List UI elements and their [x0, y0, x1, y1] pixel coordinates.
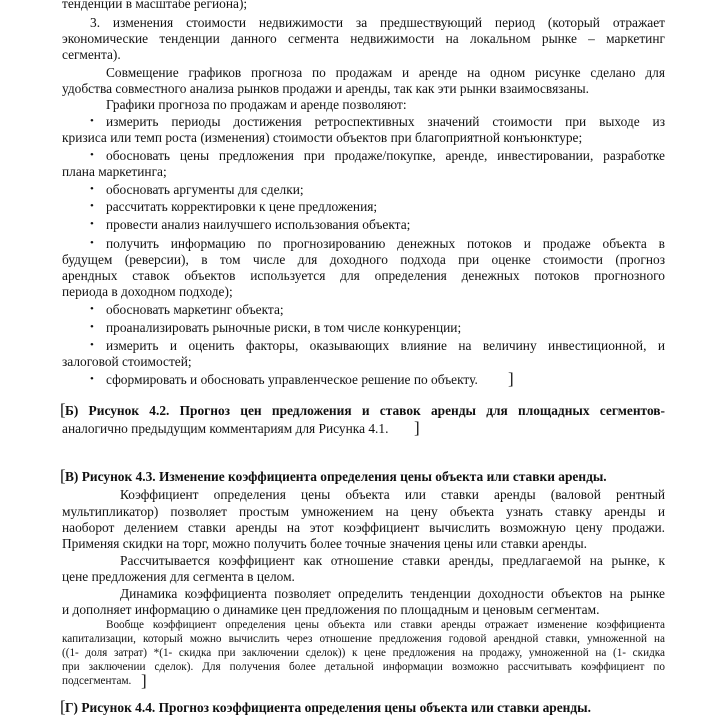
text-line: и дополняет информацию о динамике цен предложения по площадным и ценовым сегментам.	[62, 602, 600, 617]
text-line: обосновать маркетинг объекта;	[106, 302, 284, 317]
text-line: Совмещение графиков прогноза по продажам и аренде на одном рисунке сделано для	[106, 65, 665, 80]
bracket-close-mark: ]	[508, 369, 514, 388]
bullet-icon: •	[90, 339, 94, 351]
bracket-open-mark: [	[60, 400, 66, 419]
text-line: тенденции в масштабе региона);	[62, 0, 248, 11]
bullet-icon: •	[90, 200, 94, 212]
text-line: мультипликатор) позволяет простым умножением на цену объекта узнать ставку аренды и	[62, 504, 665, 519]
bracket-close-mark: ]	[414, 418, 420, 437]
text-line: проанализировать рыночные риски, в том числе конкуренции;	[106, 320, 462, 335]
bracket-close-mark: ]	[141, 671, 147, 690]
text-line: Динамика коэффициента позволяет определить тенденции доходности объектов на рынке	[120, 586, 665, 601]
bullet-icon: •	[90, 115, 94, 127]
text-line: сформировать и обосновать управленческое решение по объекту.	[106, 372, 478, 387]
bullet-icon: •	[90, 183, 94, 195]
text-line: залоговой стоимостей;	[62, 354, 192, 369]
bullet-icon: •	[90, 149, 94, 161]
text-line: удобства совместного анализа рынков продажи и аренды, так как эти рынки взаимосвязаны.	[62, 81, 589, 96]
bullet-icon: •	[90, 373, 94, 385]
text-line: кризиса или темп роста (изменения) стоимости объектов при благоприятной конъюнктуре;	[62, 130, 583, 145]
text-line: рассчитать корректировки к цене предложения;	[106, 199, 378, 214]
text-line: арендных ставок объектов используется для определения денежных потоков прогнозного	[62, 268, 665, 283]
bullet-icon: •	[90, 321, 94, 333]
figure-caption: В) Рисунок 4.3. Изменение коэффициента определения цены объекта или ставки аренды.	[65, 469, 607, 484]
bullet-icon: •	[90, 218, 94, 230]
text-line: периода в доходном подходе);	[62, 284, 233, 299]
text-line: аналогично предыдущим комментариям для Рисунка 4.1.	[62, 421, 389, 436]
text-line: Коэффициент определения цены объекта или ставки аренды (валовой рентный	[120, 487, 665, 502]
text-line: провести анализ наилучшего использования объекта;	[106, 217, 411, 232]
bracket-open-mark: [	[60, 466, 66, 485]
bullet-icon: •	[90, 303, 94, 315]
figure-caption: Б) Рисунок 4.2. Прогноз цен предложения и ставок аренды для площадных сегментов-	[65, 403, 665, 418]
footnote-line: подсегментам.	[62, 675, 132, 687]
text-line: 3. изменения стоимости недвижимости за предшествующий период (который отражает	[90, 15, 665, 30]
text-line: наоборот делением ставки аренды на этот коэффициент вычислить возможную цену продажи.	[62, 520, 665, 535]
text-line: получить информацию по прогнозированию денежных потоков и продаже объекта в	[106, 236, 665, 251]
text-line: измерить и оценить факторы, оказывающих влияние на величину инвестиционной, и	[106, 338, 665, 353]
footnote-line: Вообще коэффициент определения цены объекта или ставки аренды отражает изменение коэффициента	[106, 619, 665, 631]
footnote-line: капитализации, который можно вычислить через отношение предложения годовой арендной ставки, умноженной на	[62, 633, 665, 645]
text-line: обосновать цены предложения при продаже/покупке, аренде, инвестировании, разработке	[106, 148, 665, 163]
text-line: Рассчитывается коэффициент как отношение ставки аренды, предлагаемой на рынке, к	[120, 553, 665, 568]
bullet-icon: •	[90, 237, 94, 249]
text-line: экономические тенденции данного сегмента недвижимости на локальном рынке – маркетинг	[62, 31, 665, 46]
footnote-line: при заключении сделок). Для получения более детальной информации возможно рассчитывать коэффициент по	[62, 661, 665, 673]
text-line: обосновать аргументы для сделки;	[106, 182, 304, 197]
footnote-line: ((1- доля затрат) *(1- скидка при заключении сделок)) к цене предложения на продажу, умноженной на (1- скидка	[62, 647, 665, 659]
bracket-open-mark: [	[60, 697, 66, 716]
text-line: цене предложения для сегмента в целом.	[62, 569, 295, 584]
text-line: плана маркетинга;	[62, 164, 167, 179]
text-line: будущем (реверсии), в том числе для доходного подхода при оценке стоимости (прогноз	[62, 252, 665, 267]
figure-caption: Г) Рисунок 4.4. Прогноз коэффициента определения цены объекта или ставки аренды.	[65, 700, 591, 715]
text-line: измерить периоды достижения ретроспективных значений стоимости при выходе из	[106, 114, 665, 129]
text-line: Графики прогноза по продажам и аренде позволяют:	[106, 97, 407, 112]
text-line: сегмента).	[62, 47, 121, 62]
text-line: Применяя скидки на торг, можно получить более точные значения цены или ставки аренды.	[62, 536, 587, 551]
